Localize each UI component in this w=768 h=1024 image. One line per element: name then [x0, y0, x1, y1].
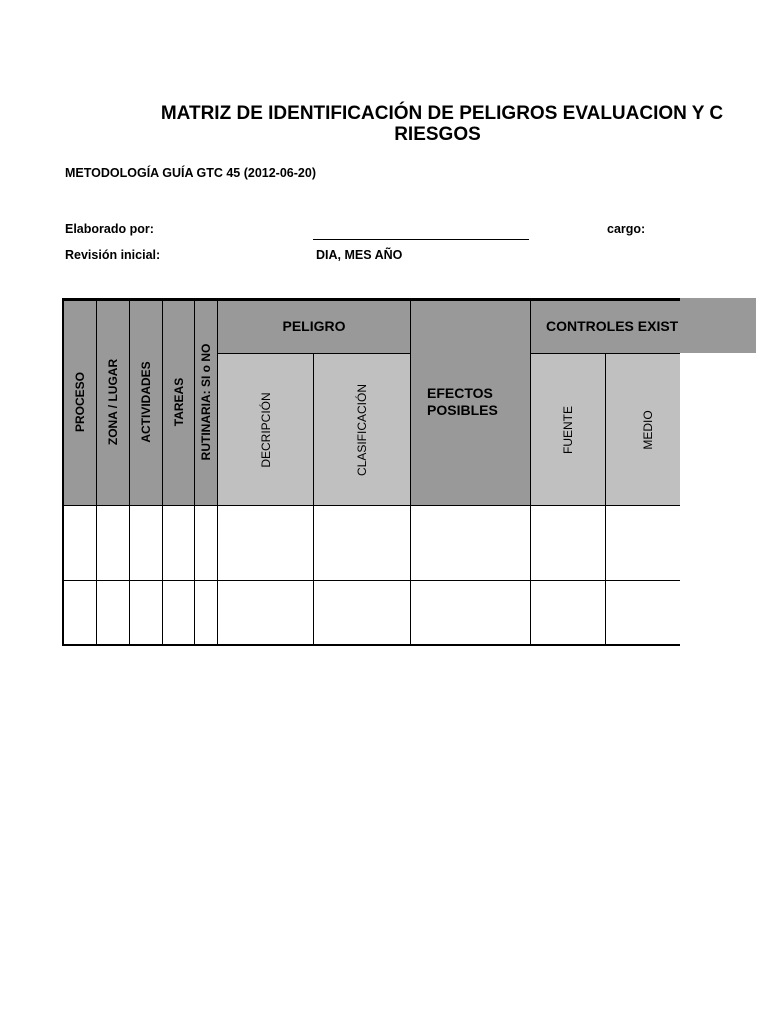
table-cell	[530, 505, 606, 581]
table-cell	[194, 580, 218, 646]
header-overflow-block	[680, 298, 756, 353]
table-cell	[194, 505, 218, 581]
header-medio	[605, 353, 680, 506]
header-zona-label: ZONA / LUGAR	[106, 358, 120, 446]
header-rutinaria	[194, 298, 218, 506]
header-rutinaria-label: RUTINARIA: SI o NO	[199, 343, 213, 461]
initial-review-label: Revisión inicial:	[65, 248, 161, 262]
table-cell	[530, 580, 606, 646]
title-line-2: RIESGOS	[394, 124, 481, 145]
table-cell	[217, 505, 314, 581]
header-medio-label: MEDIO	[640, 409, 655, 450]
header-controles	[530, 298, 680, 354]
methodology-label: METODOLOGÍA GUÍA GTC 45 (2012-06-20)	[65, 166, 316, 180]
table-cell	[96, 505, 130, 581]
position-label: cargo:	[607, 222, 646, 236]
header-proceso-label: PROCESO	[72, 371, 87, 433]
table-cell	[217, 580, 314, 646]
table-cell	[62, 505, 97, 581]
header-zona	[96, 298, 130, 506]
header-descripcion-label: DECRIPCIÓN	[258, 391, 273, 468]
table-cell	[313, 580, 411, 646]
header-clasificacion-label: CLASIFICACIÓN	[355, 383, 369, 476]
prepared-by-label: Elaborado por:	[65, 222, 154, 236]
table-cell	[62, 580, 97, 646]
title-line-1: MATRIZ DE IDENTIFICACIÓN DE PELIGROS EVALUACION Y C	[160, 103, 724, 124]
table-cell	[410, 580, 531, 646]
table-cell	[129, 505, 163, 581]
header-efectos	[410, 298, 531, 506]
header-peligro	[217, 298, 411, 354]
table-cell	[605, 580, 680, 646]
header-actividades-label: ACTIVIDADES	[139, 361, 153, 443]
header-tareas-label: TAREAS	[171, 377, 186, 427]
table-cell	[96, 580, 130, 646]
table-cell	[605, 505, 680, 581]
header-descripcion	[217, 353, 314, 506]
header-fuente-label: FUENTE	[561, 405, 575, 454]
table-cell	[162, 580, 195, 646]
header-proceso	[62, 298, 97, 506]
table-cell	[313, 505, 411, 581]
header-controles-label: CONTROLES EXIST	[546, 318, 679, 334]
header-peligro-label: PELIGRO	[282, 318, 346, 334]
header-tareas	[162, 298, 195, 506]
header-actividades	[129, 298, 163, 506]
header-fuente	[530, 353, 606, 506]
table-cell	[410, 505, 531, 581]
header-efectos-label: EFECTOS POSIBLES	[427, 385, 498, 418]
table-cell	[129, 580, 163, 646]
date-value: DIA, MES AÑO	[316, 248, 403, 262]
table-cell	[162, 505, 195, 581]
header-clasificacion	[313, 353, 411, 506]
